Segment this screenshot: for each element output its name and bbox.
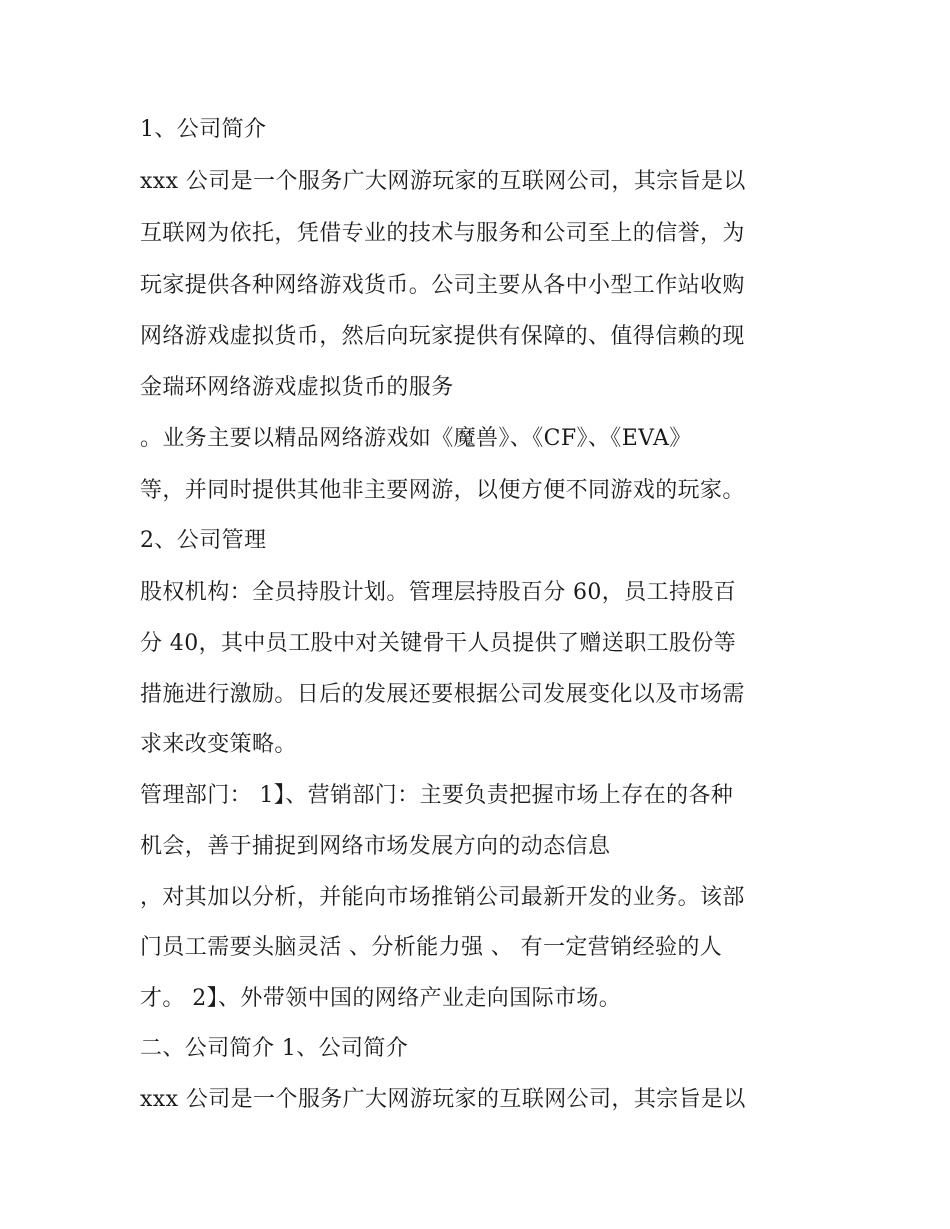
paragraph-line: 机会，善于捕捉到网络市场发展方向的动态信息	[140, 834, 611, 859]
paragraph-line: 金瑞环网络游戏虚拟货币的服务	[140, 375, 454, 400]
paragraph-line: 分 40，其中员工股中对关键骨干人员提供了赠送职工股份等	[140, 631, 737, 656]
paragraph-line: xxx 公司是一个服务广大网游玩家的互联网公司，其宗旨是以	[140, 169, 746, 194]
paragraph-line: ，对其加以分析，并能向市场推销公司最新开发的业务。该部	[140, 885, 745, 910]
paragraph-line: 求来改变策略。	[140, 732, 297, 757]
paragraph-line: 等，并同时提供其他非主要网游，以便方便不同游戏的玩家。	[140, 478, 745, 503]
paragraph-line: 才。 2】、外带领中国的网络产业走向国际市场。	[140, 986, 622, 1011]
paragraph-line: 玩家提供各种网络游戏货币。公司主要从各中小型工作站收购	[140, 273, 745, 298]
paragraph-line: 措施进行激励。日后的发展还要根据公司发展变化以及市场需	[140, 682, 745, 707]
paragraph-line: 互联网为依托，凭借专业的技术与服务和公司至上的信誉，为	[140, 221, 745, 246]
heading-company-management: 2、公司管理	[140, 528, 267, 553]
paragraph-line: 股权机构：全员持股计划。管理层持股百分 60，员工持股百	[140, 580, 737, 605]
paragraph-line: xxx 公司是一个服务广大网游玩家的互联网公司，其宗旨是以	[140, 1087, 746, 1112]
paragraph-line: 管理部门： 1】、营销部门：主要负责把握市场上存在的各种	[140, 783, 734, 808]
paragraph-line: 。业务主要以精品网络游戏如《魔兽》、《CF》、《EVA》	[140, 426, 692, 451]
heading-company-intro: 1、公司简介	[140, 117, 267, 142]
paragraph-line: 网络游戏虚拟货币，然后向玩家提供有保障的、值得信赖的现	[140, 324, 745, 349]
heading-section-two: 二、公司简介 1、公司简介	[140, 1036, 409, 1061]
paragraph-line: 门员工需要头脑灵活 、分析能力强 、 有一定营销经验的人	[140, 935, 723, 960]
